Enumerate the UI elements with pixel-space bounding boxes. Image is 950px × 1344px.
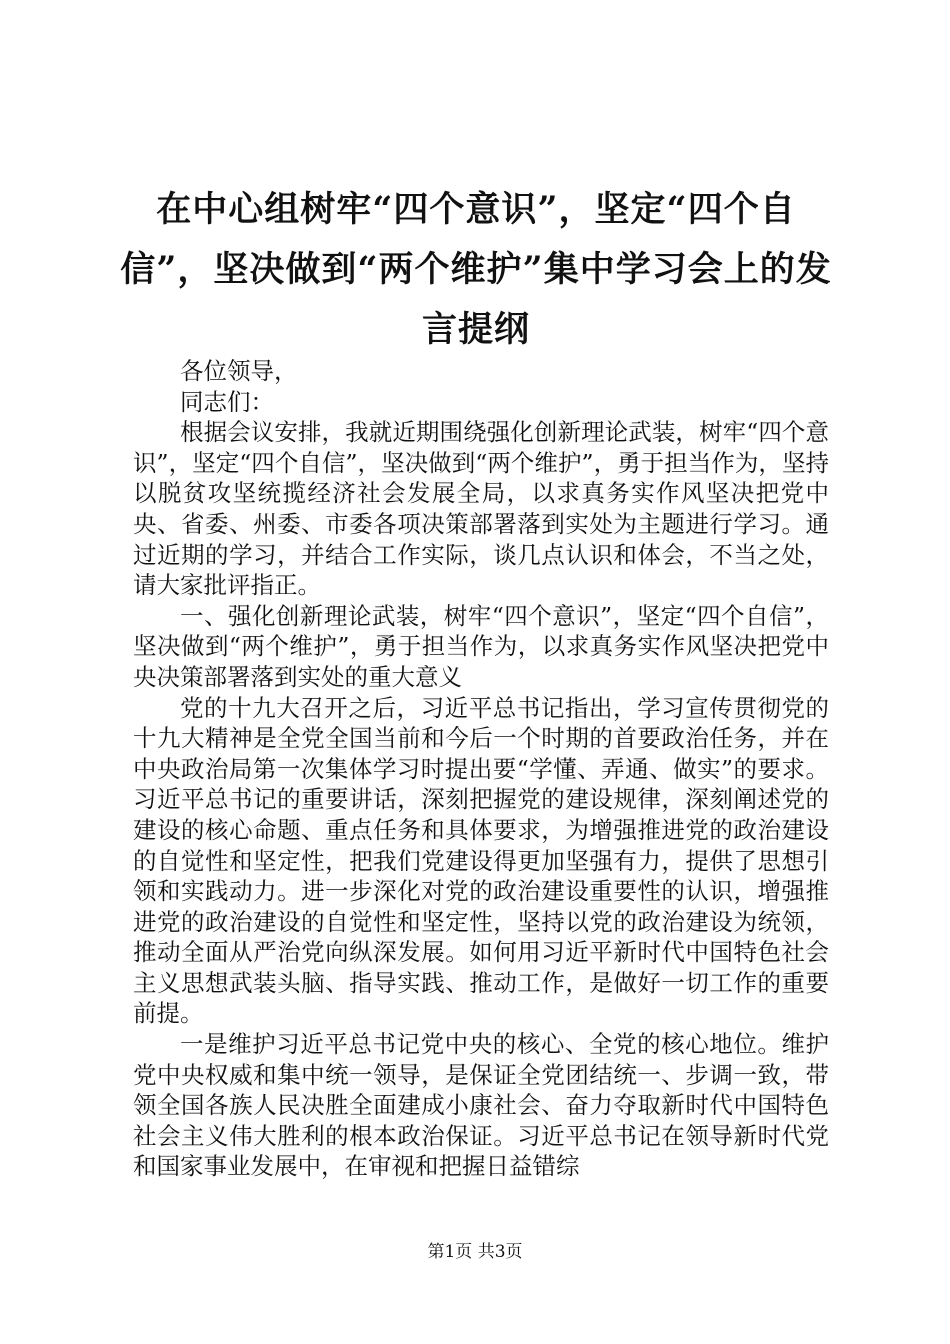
greeting-comrades: 同志们： [180, 387, 274, 416]
paragraph-body-1: 党的十九大召开之后，习近平总书记指出，学习宣传贯彻党的十九大精神是全党全国当前和今后一个时期的首要政治任务，并在中央政治局第一次集体学习时提出要“学懂、弄通、做实”的要求。习近平总书记的重要讲话，深刻把握党的建设规律，深刻阐述党的建设的核心命题、重点任务和具体要求，为增强推进党的政治建设的自觉性和坚定性，把我们党建设得更加坚强有力，提供了思想引领和实践动力。进一步深化对党的政治建设重要性的认识，增强推进党的政治建设的自觉性和坚定性，坚持以党的政治建设为统领，推动全面从严治党向纵深发展。如何用习近平新时代中国特色社会主义思想武装头脑、指导实践、推动工作，是做好一切工作的重要前提。 [133, 693, 829, 1028]
paragraph-intro: 根据会议安排，我就近期围绕强化创新理论武装，树牢“四个意识”，坚定“四个自信”，坚决做到“两个维护”，勇于担当作为，坚持以脱贫攻坚统揽经济社会发展全局，以求真务实作风坚决把党中央、省委、州委、市委各项决策部署落到实处为主题进行学习。通过近期的学习，并结合工作实际，谈几点认识和体会，不当之处，请大家批评指正。 [133, 418, 829, 600]
paragraph-body-2: 一是维护习近平总书记党中央的核心、全党的核心地位。维护党中央权威和集中统一领导，是保证全党团结统一、步调一致，带领全国各族人民决胜全面建成小康社会、奋力夺取新时代中国特色社会主义伟大胜利的根本政治保证。习近平总书记在领导新时代党和国家事业发展中，在审视和把握日益错综 [133, 1030, 829, 1181]
page-number-footer: 第1页 共3页 [427, 1242, 523, 1262]
document-title: 在中心组树牢“四个意识”，坚定“四个自信”，坚决做到“两个维护”集中学习会上的发言提纲 [120, 189, 832, 350]
section-heading-1: 一、强化创新理论武装，树牢“四个意识”，坚定“四个自信”，坚决做到“两个维护”，勇于担当作为，以求真务实作风坚决把党中央决策部署落到实处的重大意义 [133, 601, 829, 691]
greeting-leaders: 各位领导， [180, 357, 298, 385]
document-body [133, 356, 829, 1182]
